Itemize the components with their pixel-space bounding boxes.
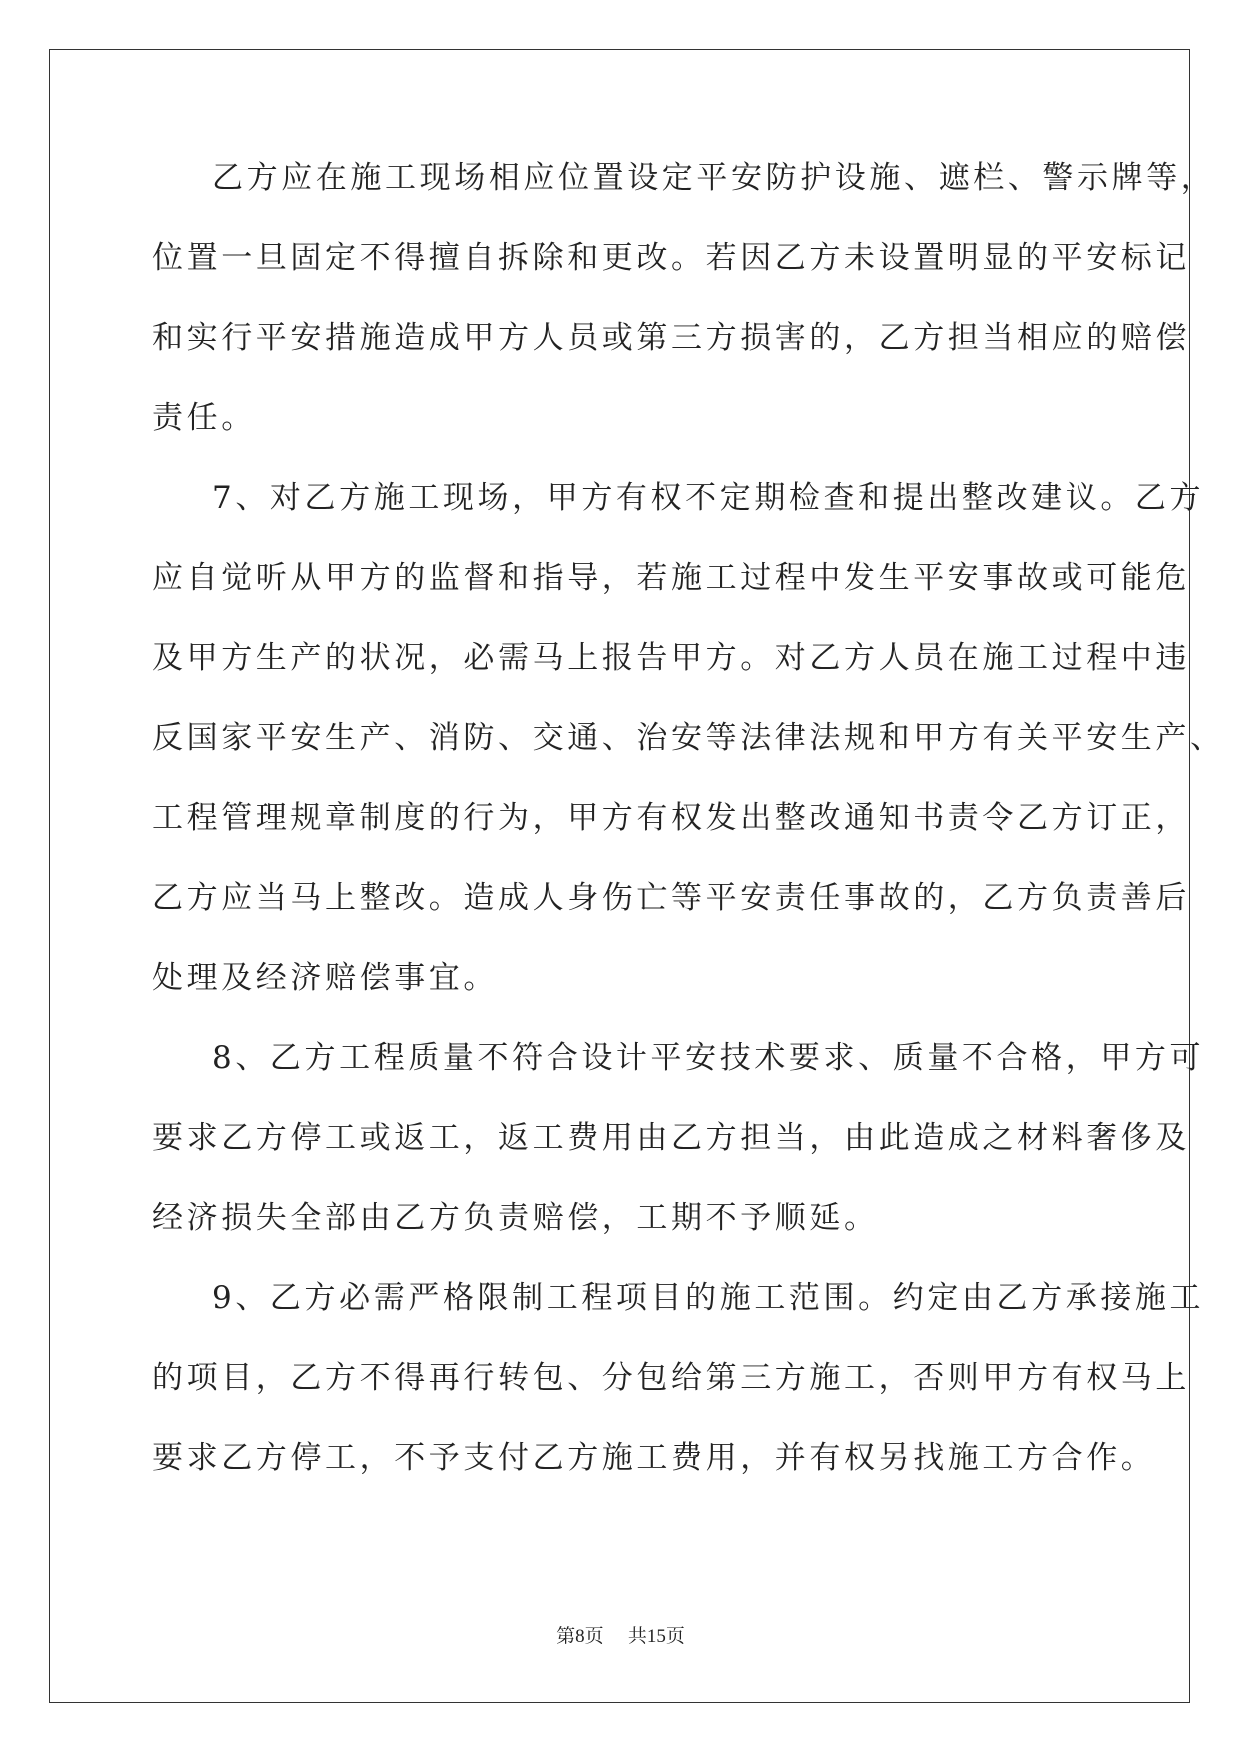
page-suffix: 页 (584, 1625, 604, 1647)
paragraph-line: 反国家平安生产、消防、交通、治安等法律法规和甲方有关平安生产、 (152, 720, 1225, 756)
paragraph-line: 的项目，乙方不得再行转包、分包给第三方施工，否则甲方有权马上 (152, 1360, 1190, 1396)
paragraph-line: 责任。 (152, 400, 256, 436)
paragraph-line: 经济损失全部由乙方负责赔偿，工期不予顺延。 (152, 1200, 879, 1236)
paragraph-line: 应自觉听从甲方的监督和指导，若施工过程中发生平安事故或可能危 (152, 560, 1190, 596)
paragraph-line: 7、对乙方施工现场，甲方有权不定期检查和提出整改建议。乙方 (212, 480, 1205, 516)
paragraph-line: 9、乙方必需严格限制工程项目的施工范围。约定由乙方承接施工 (212, 1280, 1205, 1316)
paragraph-line: 工程管理规章制度的行为，甲方有权发出整改通知书责令乙方订正， (152, 800, 1190, 836)
paragraph-line: 及甲方生产的状况，必需马上报告甲方。对乙方人员在施工过程中违 (152, 640, 1190, 676)
paragraph-line: 乙方应当马上整改。造成人身伤亡等平安责任事故的，乙方负责善后 (152, 880, 1190, 916)
total-pages: 15 (646, 1626, 666, 1647)
total-suffix: 页 (665, 1625, 685, 1647)
paragraph-line: 处理及经济赔偿事宜。 (152, 960, 498, 996)
total-prefix: 共 (627, 1625, 647, 1647)
paragraph-line: 乙方应在施工现场相应位置设定平安防护设施、遮栏、警示牌等， (212, 160, 1216, 196)
paragraph-line: 和实行平安措施造成甲方人员或第三方损害的，乙方担当相应的赔偿 (152, 320, 1190, 356)
paragraph-line: 要求乙方停工，不予支付乙方施工费用，并有权另找施工方合作。 (152, 1440, 1156, 1476)
page-footer (0, 1621, 1241, 1648)
paragraph-line: 位置一旦固定不得擅自拆除和更改。若因乙方未设置明显的平安标记 (152, 240, 1190, 276)
page-number: 8 (575, 1626, 585, 1647)
paragraph-line: 8、乙方工程质量不符合设计平安技术要求、质量不合格，甲方可 (212, 1040, 1205, 1076)
paragraph-line: 要求乙方停工或返工，返工费用由乙方担当，由此造成之材料奢侈及 (152, 1120, 1190, 1156)
page-prefix: 第 (556, 1625, 576, 1647)
document-body (152, 160, 1225, 1520)
